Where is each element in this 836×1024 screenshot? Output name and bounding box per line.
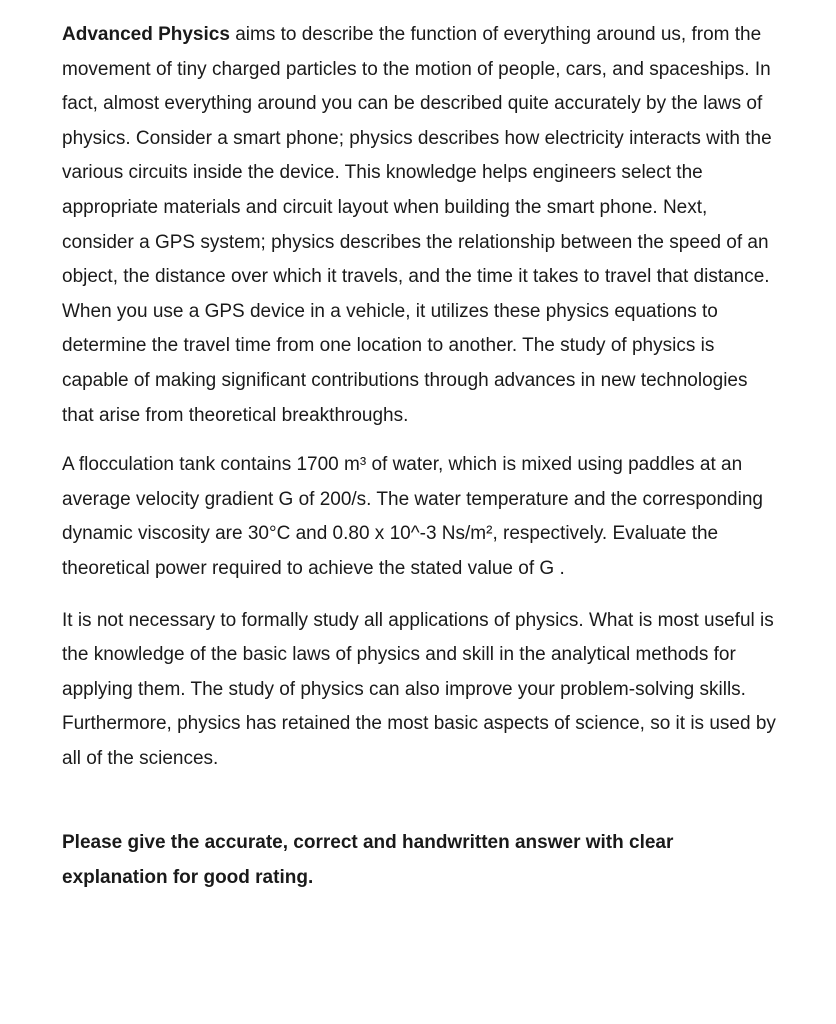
intro-text: aims to describe the function of everything around us, from the movement of tiny charged particles to the motion of people, cars, and spaceships. In fact, almost everything around you can be described quite accurately by the laws of physics. Consider a smart phone; physics describes how electricity interacts with the various circuits inside the device. This knowledge helps engineers select the appropriate materials and circuit layout when building the smart phone. Next, consider a GPS system; physics describes the relationship between the speed of an object, the distance over which it travels, and the time it takes to travel that distance. When you use a GPS device in a vehicle, it utilizes these physics equations to determine the travel time from one location to another. The study of physics is capable of making significant contributions through advances in new technologies that arise from theoretical breakthroughs.	[62, 24, 772, 426]
intro-paragraph	[62, 18, 782, 433]
spacer	[62, 433, 782, 448]
spacer	[62, 776, 782, 826]
request-note: Please give the accurate, correct and handwritten answer with clear explanation for good rating.	[62, 832, 674, 889]
problem-paragraph: A flocculation tank contains 1700 m³ of water, which is mixed using paddles at an average velocity gradient G of 200/s. The water temperature and the corresponding dynamic viscosity are 30°C and 0.80 x 10^-3 Ns/m², respectively. Evaluate the theoretical power required to achieve the stated value of G .	[62, 454, 763, 579]
document-page	[62, 18, 782, 896]
intro-bold-lead: Advanced Physics	[62, 24, 230, 45]
closing-paragraph: It is not necessary to formally study all applications of physics. What is most useful is the knowledge of the basic laws of physics and skill in the analytical methods for applying them. The study of physics can also improve your problem-solving skills. Furthermore, physics has retained the most basic aspects of science, so it is used by all of the sciences.	[62, 609, 776, 769]
spacer	[62, 587, 782, 604]
